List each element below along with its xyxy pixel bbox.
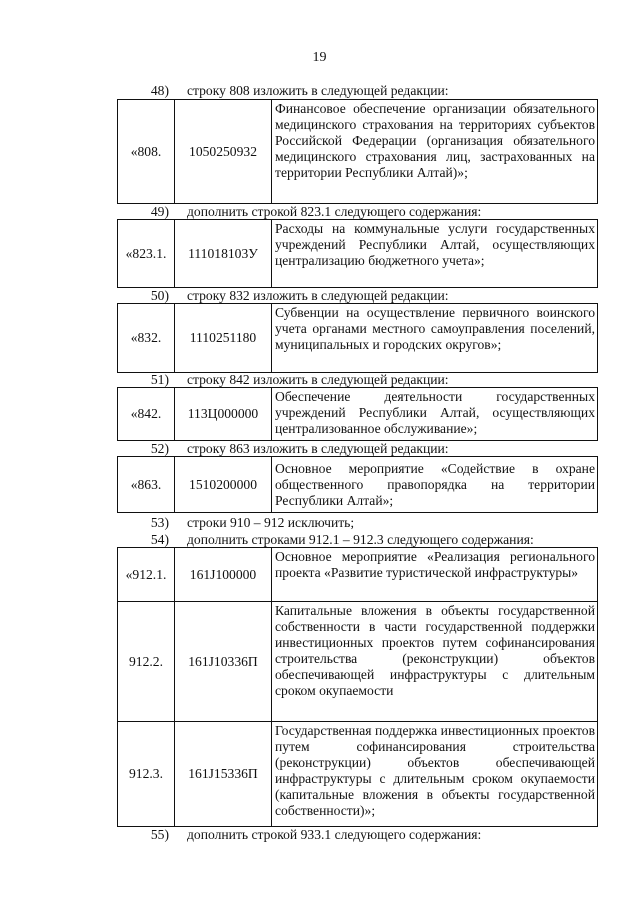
item-text: строки 910 – 912 исключить; xyxy=(187,515,355,530)
row-number: «808. xyxy=(118,100,175,204)
row-text: Государственная поддержка инвестиционных проектов путем софинансирования строительства (реконструкции) объектов обеспечивающей инфраструктуры с длительным сроком окупаемости (капитальные вложения в объекты государственной собственности)»; xyxy=(272,722,598,827)
item-52 xyxy=(117,441,597,457)
item-number: 51) xyxy=(150,372,169,387)
row-number: 912.3. xyxy=(118,722,175,827)
row-text: Обеспечение деятельности государственных учреждений Республики Алтай, осуществляющих централизованное обслуживание»; xyxy=(272,388,598,441)
table-912 xyxy=(117,547,598,827)
row-code: 111018103У xyxy=(175,220,272,288)
row-number: «912.1. xyxy=(118,548,175,602)
table-row xyxy=(118,100,598,204)
table-863 xyxy=(117,456,598,513)
item-48 xyxy=(117,83,597,99)
item-text: строку 832 изложить в следующей редакции: xyxy=(187,288,449,303)
row-text: Основное мероприятие «Содействие в охране общественного правопорядка на территории Республики Алтай»; xyxy=(272,457,598,513)
item-51 xyxy=(117,372,597,388)
item-text: дополнить строкой 823.1 следующего содержания: xyxy=(187,204,482,219)
table-row xyxy=(118,722,598,827)
item-55 xyxy=(117,827,597,843)
table-row xyxy=(118,548,598,602)
item-53 xyxy=(117,515,597,531)
row-number: «863. xyxy=(118,457,175,513)
item-number: 52) xyxy=(150,441,169,456)
row-text: Капитальные вложения в объекты государственной собственности в части государственной поддержки инвестиционных проектов путем софинансирования строительства (реконструкции) объектов обеспечивающей инфраструктуры с длительным сроком окупаемости xyxy=(272,602,598,722)
row-code: 1050250932 xyxy=(175,100,272,204)
row-text: Основное мероприятие «Реализация регионального проекта «Развитие туристической инфраструктуры» xyxy=(272,548,598,602)
item-number: 54) xyxy=(150,532,169,547)
item-number: 49) xyxy=(150,204,169,219)
row-code: 1510200000 xyxy=(175,457,272,513)
row-number: «823.1. xyxy=(118,220,175,288)
table-row xyxy=(118,304,598,373)
item-49 xyxy=(117,204,597,220)
table-row xyxy=(118,602,598,722)
table-808 xyxy=(117,99,598,204)
table-842 xyxy=(117,387,598,441)
row-text: Финансовое обеспечение организации обязательного медицинского страхования на территориях субъектов Российской Федерации (организация обязательного медицинского страхования лиц, застрахованных на территории Республики Алтай)»; xyxy=(272,100,598,204)
row-number: «842. xyxy=(118,388,175,441)
page-number: 19 xyxy=(312,50,327,65)
item-number: 48) xyxy=(150,83,169,98)
row-text: Субвенции на осуществление первичного воинского учета органами местного самоуправления поселений, муниципальных и городских округов»; xyxy=(272,304,598,373)
item-number: 50) xyxy=(150,288,169,303)
table-832 xyxy=(117,303,598,373)
item-text: дополнить строкой 933.1 следующего содержания: xyxy=(187,827,482,842)
table-row xyxy=(118,457,598,513)
item-text: строку 808 изложить в следующей редакции: xyxy=(187,83,449,98)
row-code: 161J100000 xyxy=(175,548,272,602)
item-50 xyxy=(117,288,597,304)
row-code: 161J15336П xyxy=(175,722,272,827)
row-text: Расходы на коммунальные услуги государственных учреждений Республики Алтай, осуществляющих централизацию бюджетного учета»; xyxy=(272,220,598,288)
item-text: строку 863 изложить в следующей редакции: xyxy=(187,441,449,456)
item-text: дополнить строками 912.1 – 912.3 следующего содержания: xyxy=(187,532,534,547)
item-54 xyxy=(117,532,597,548)
row-number: «832. xyxy=(118,304,175,373)
row-code: 161J10336П xyxy=(175,602,272,722)
table-row xyxy=(118,388,598,441)
row-number: 912.2. xyxy=(118,602,175,722)
table-823-1 xyxy=(117,219,598,288)
row-code: 113Ц000000 xyxy=(175,388,272,441)
table-row xyxy=(118,220,598,288)
item-number: 53) xyxy=(150,515,169,530)
item-number: 55) xyxy=(150,827,169,842)
item-text: строку 842 изложить в следующей редакции: xyxy=(187,372,449,387)
row-code: 1110251180 xyxy=(175,304,272,373)
